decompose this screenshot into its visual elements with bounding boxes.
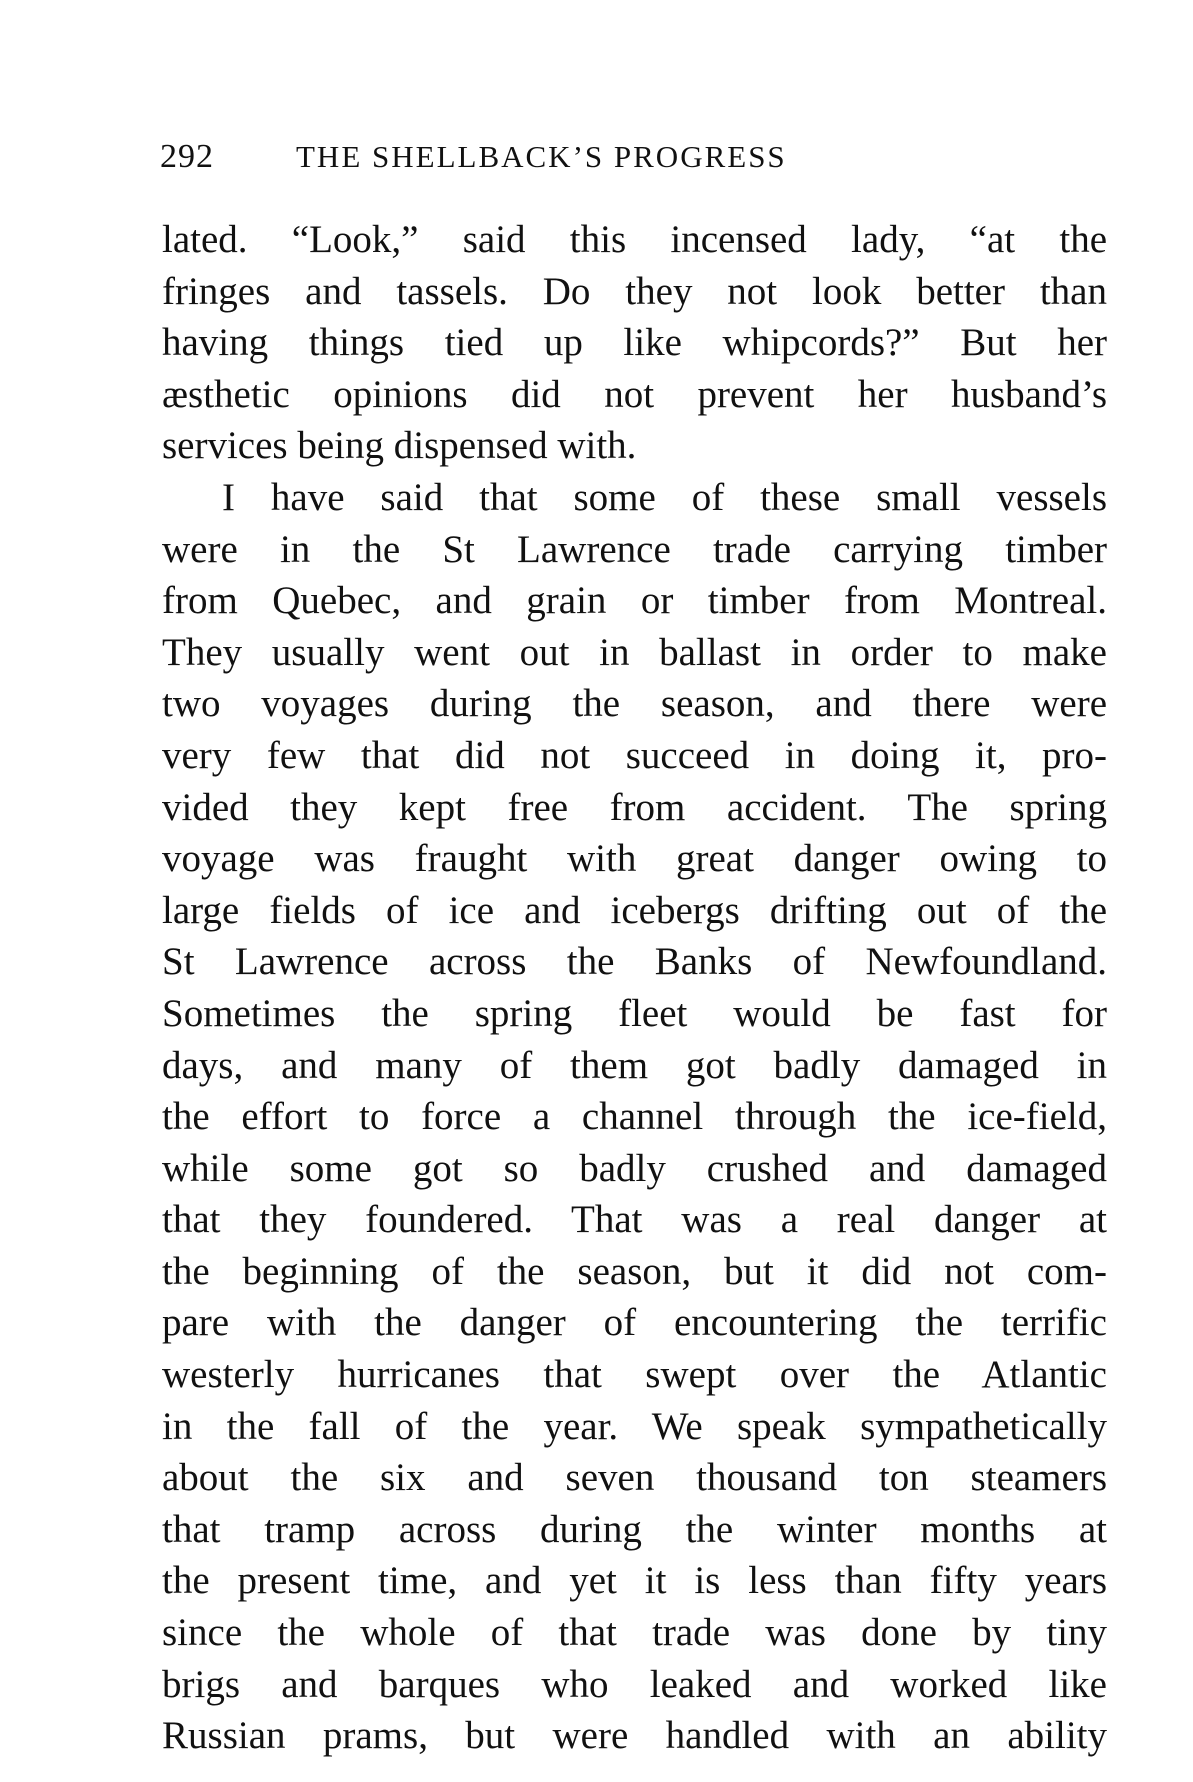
text-line: the present time, and yet it is less than fifty years [162, 1559, 1107, 1603]
text-line: Sometimes the spring fleet would be fast for [162, 991, 1107, 1035]
text-line: having things tied up like whipcords?” But her [162, 321, 1107, 365]
text-line: since the whole of that trade was done by tiny [162, 1611, 1107, 1655]
page-number: 292 [160, 138, 214, 175]
text-line: fringes and tassels. Do they not look better than [162, 269, 1107, 313]
text-line: the effort to force a channel through the ice-field, [162, 1095, 1107, 1139]
text-line: vided they kept free from accident. The spring [162, 785, 1107, 829]
text-line: westerly hurricanes that swept over the Atlantic [162, 1353, 1107, 1397]
text-line: very few that did not succeed in doing it, pro- [162, 733, 1107, 777]
text-line: Russian prams, but were handled with an ability [162, 1714, 1107, 1758]
text-line: pare with the danger of encountering the terrific [162, 1301, 1107, 1345]
text-line: while some got so badly crushed and damaged [162, 1146, 1107, 1190]
text-line: large fields of ice and icebergs drifting out of the [162, 888, 1107, 932]
paragraph-start-line: I have said that some of these small vessels [222, 475, 1107, 519]
text-line: æsthetic opinions did not prevent her husband’s [162, 372, 1107, 416]
text-line: voyage was fraught with great danger owing to [162, 837, 1107, 881]
text-line: in the fall of the year. We speak sympathetically [162, 1404, 1107, 1448]
body-text [162, 214, 1107, 1762]
text-line: from Quebec, and grain or timber from Montreal. [162, 579, 1107, 623]
text-line: were in the St Lawrence trade carrying timber [162, 527, 1107, 571]
text-line: services being dispensed with. [162, 424, 637, 468]
text-line: two voyages during the season, and there were [162, 682, 1107, 726]
text-line: St Lawrence across the Banks of Newfoundland. [162, 940, 1107, 984]
running-head [160, 138, 960, 188]
text-line: the beginning of the season, but it did not com- [162, 1249, 1107, 1293]
text-line: brigs and barques who leaked and worked like [162, 1662, 1107, 1706]
text-line: days, and many of them got badly damaged in [162, 1043, 1107, 1087]
text-line: that they foundered. That was a real danger at [162, 1198, 1107, 1242]
text-line: that tramp across during the winter months at [162, 1507, 1107, 1551]
running-title: THE SHELLBACK’S PROGRESS [296, 139, 787, 174]
text-line: lated. “Look,” said this incensed lady, “at the [162, 218, 1107, 261]
text-line: They usually went out in ballast in order to make [162, 630, 1107, 674]
text-line: about the six and seven thousand ton steamers [162, 1456, 1107, 1500]
